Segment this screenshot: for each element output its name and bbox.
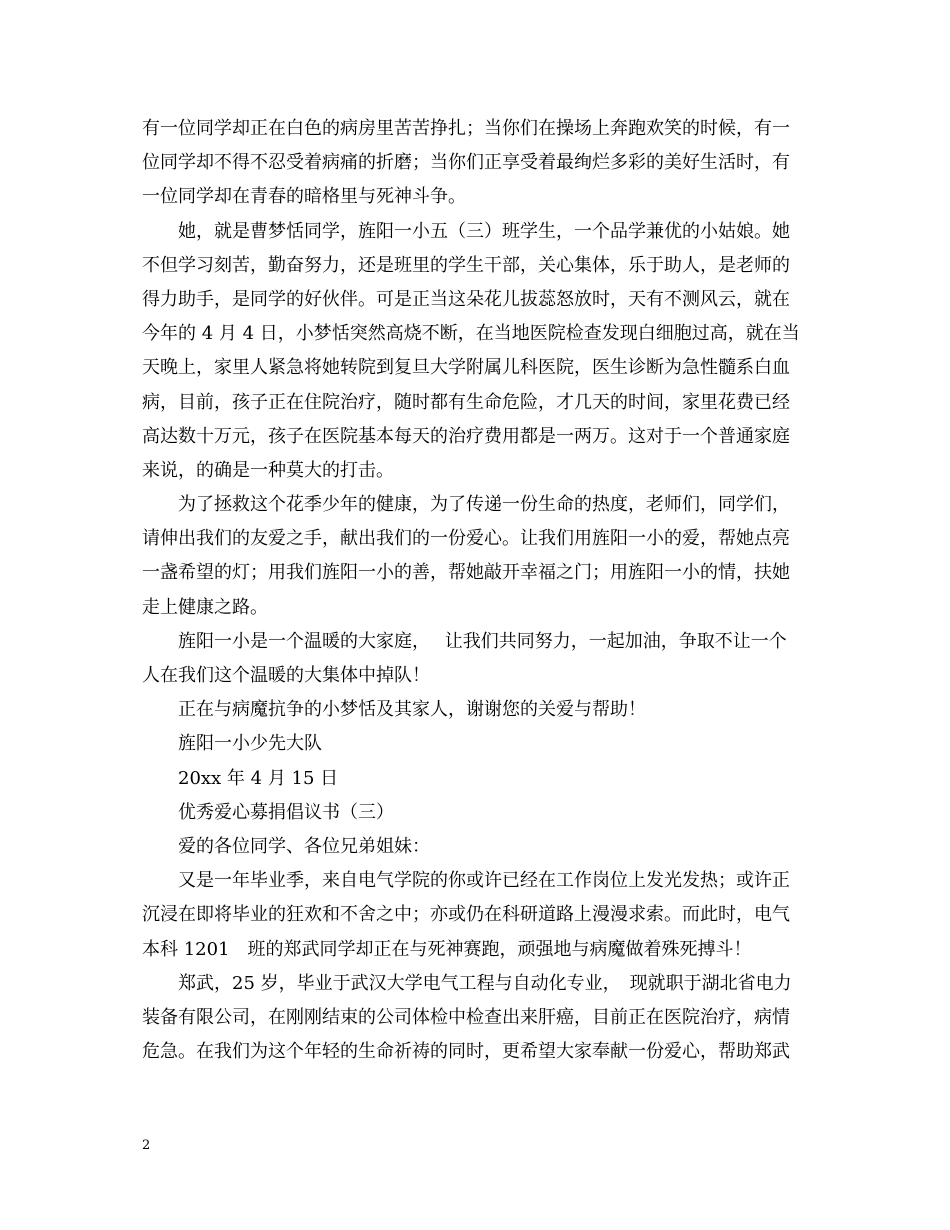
body-text bbox=[142, 112, 822, 1069]
salutation: 爱的各位同学、各位兄弟姐妹： bbox=[178, 835, 430, 857]
text-line: 又是一年毕业季，来自电气学院的你或许已经在工作岗位上发光发热；或许正 bbox=[178, 870, 790, 892]
text-line: 走上健康之路。 bbox=[142, 596, 268, 618]
page-number: 2 bbox=[142, 1138, 151, 1153]
text-line: 郑武，25 岁，毕业于武汉大学电气工程与自动化专业， 现就职于湖北省电力 bbox=[178, 972, 792, 994]
text-line: 一位同学却在青春的暗格里与死神斗争。 bbox=[142, 186, 466, 208]
signature-org: 旌阳一小少先大队 bbox=[178, 733, 322, 755]
text-line: 旌阳一小是一个温暖的大家庭， 让我们共同努力，一起加油，争取不让一个 bbox=[178, 630, 787, 652]
text-line: 请伸出我们的友爱之手，献出我们的一份爱心。让我们用旌阳一小的爱，帮她点亮 bbox=[142, 528, 790, 550]
text-line: 为了拯救这个花季少年的健康，为了传递一份生命的热度，老师们，同学们， bbox=[178, 494, 790, 516]
text-line: 本科 1201 班的郑武同学却正在与死神赛跑，顽强地与病魔做着殊死搏斗！ bbox=[142, 938, 752, 960]
text-line: 正在与病魔抗争的小梦恬及其家人，谢谢您的关爱与帮助！ bbox=[178, 699, 646, 721]
text-line: 天晚上，家里人紧急将她转院到复旦大学附属儿科医院，医生诊断为急性髓系白血 bbox=[142, 357, 790, 379]
text-line: 来说，的确是一种莫大的打击。 bbox=[142, 459, 394, 481]
text-line: 装备有限公司，在刚刚结束的公司体检中检查出来肝癌，目前正在医院治疗，病情 bbox=[142, 1006, 790, 1028]
section-title: 优秀爱心募捐倡议书（三） bbox=[178, 801, 394, 823]
text-line: 有一位同学却正在白色的病房里苦苦挣扎；当你们在操场上奔跑欢笑的时候，有一 bbox=[142, 118, 790, 139]
text-line: 她，就是曹梦恬同学，旌阳一小五（三）班学生，一个品学兼优的小姑娘。她 bbox=[178, 220, 790, 242]
text-line: 今年的 4 月 4 日，小梦恬突然高烧不断，在当地医院检查发现白细胞过高，就在当 bbox=[142, 323, 800, 345]
text-line: 不但学习刻苦，勤奋努力，还是班里的学生干部，关心集体，乐于助人，是老师的 bbox=[142, 254, 790, 276]
text-line: 高达数十万元，孩子在医院基本每天的治疗费用都是一两万。这对于一个普通家庭 bbox=[142, 425, 790, 447]
signature-date: 20xx 年 4 月 15 日 bbox=[178, 767, 339, 789]
text-line: 危急。在我们为这个年轻的生命祈祷的同时，更希望大家奉献一份爱心，帮助郑武 bbox=[142, 1041, 790, 1063]
text-line: 得力助手，是同学的好伙伴。可是正当这朵花儿拔蕊怒放时，天有不测风云，就在 bbox=[142, 288, 790, 310]
text-line: 位同学却不得不忍受着病痛的折磨；当你们正享受着最绚烂多彩的美好生活时，有 bbox=[142, 152, 790, 174]
text-line: 一盏希望的灯；用我们旌阳一小的善，帮她敲开幸福之门；用旌阳一小的情，扶她 bbox=[142, 562, 790, 584]
text-line: 病，目前，孩子正在住院治疗，随时都有生命危险，才几天的时间，家里花费已经 bbox=[142, 391, 790, 413]
text-line: 沉浸在即将毕业的狂欢和不舍之中；亦或仍在科研道路上漫漫求索。而此时，电气 bbox=[142, 904, 790, 926]
text-line: 人在我们这个温暖的大集体中掉队！ bbox=[142, 665, 430, 686]
